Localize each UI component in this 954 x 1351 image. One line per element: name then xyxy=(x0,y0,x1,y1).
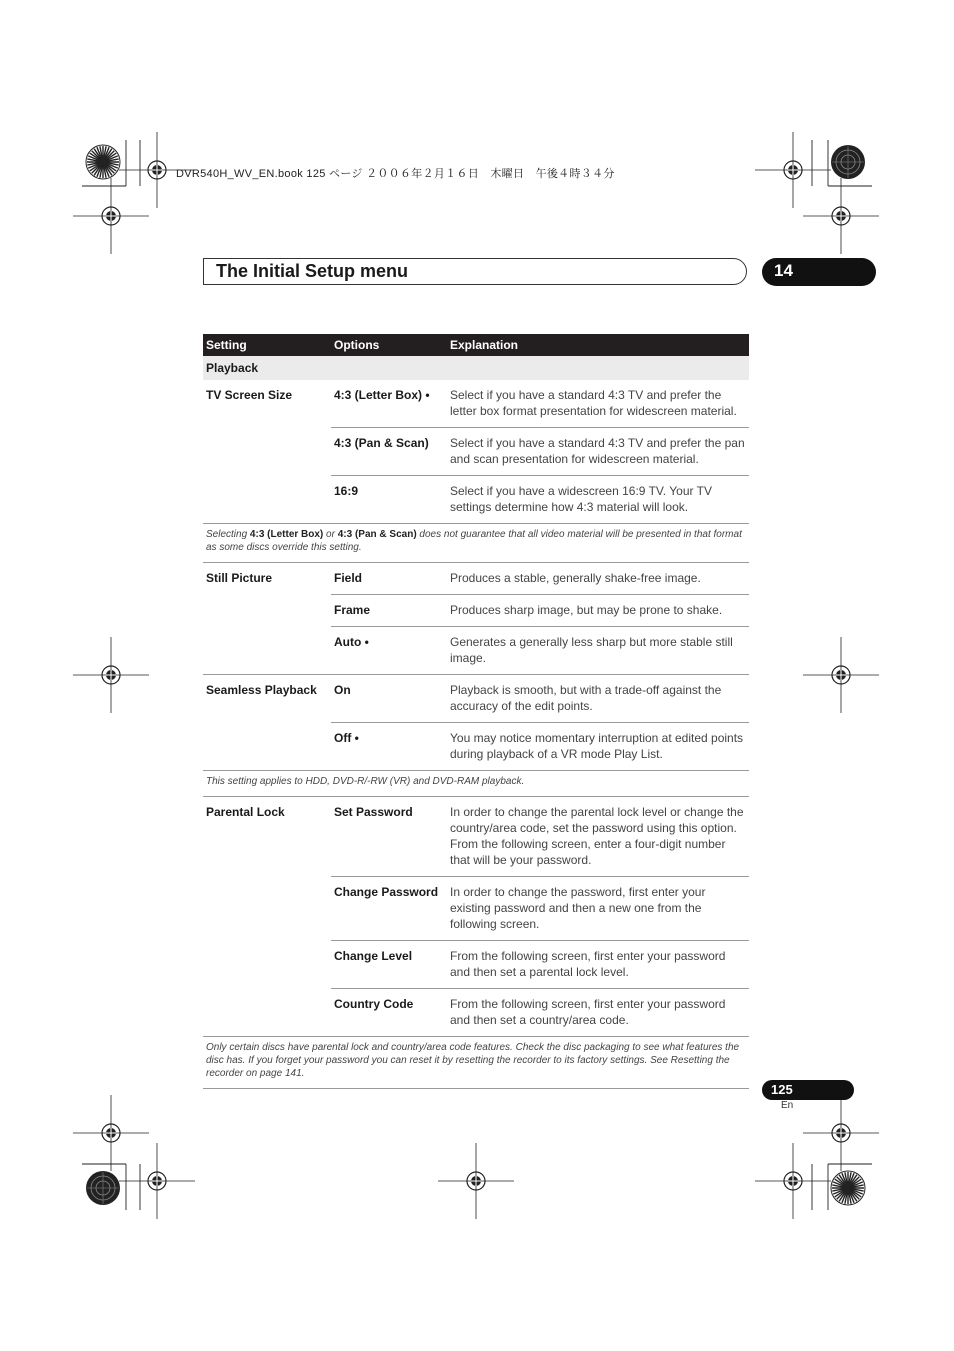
explanation-auto: Generates a generally less sharp but more stable still image. xyxy=(447,627,749,675)
option-field: Field xyxy=(334,571,363,585)
setting-still-picture: Still Picture xyxy=(206,571,273,585)
table-row xyxy=(203,380,749,428)
option-country-code: Country Code xyxy=(331,989,447,1037)
explanation-change-password: In order to change the password, first enter your existing password and then a new one from the following screen. xyxy=(447,877,749,941)
option-change-password: Change Password xyxy=(331,877,447,941)
explanation-letter-box: Select if you have a standard 4:3 TV and prefer the letter box format presentation for widescreen material. xyxy=(450,388,737,418)
option-16-9: 16:9 xyxy=(331,476,447,524)
setting-parental-lock: Parental Lock xyxy=(206,805,285,819)
explanation-on: Playback is smooth, but with a trade-off against the accuracy of the edit points. xyxy=(447,675,749,723)
note-emphasis: 4:3 (Pan & Scan) xyxy=(337,529,417,540)
note-text: or xyxy=(323,529,338,540)
col-options: Options xyxy=(331,334,447,356)
table-header xyxy=(203,334,749,356)
option-letter-box: 4:3 (Letter Box) • xyxy=(334,388,430,402)
option-change-level: Change Level xyxy=(331,941,447,989)
option-frame: Frame xyxy=(331,595,447,627)
note-emphasis: 4:3 (Letter Box) xyxy=(249,529,324,540)
col-explanation: Explanation xyxy=(447,334,749,356)
table-row xyxy=(203,797,749,877)
setting-seamless-playback: Seamless Playback xyxy=(203,675,331,771)
option-pan-scan: 4:3 (Pan & Scan) xyxy=(331,428,447,476)
explanation-field: Produces a stable, generally shake-free image. xyxy=(450,571,701,585)
page-language: En xyxy=(781,1100,794,1111)
page-title: The Initial Setup menu xyxy=(216,261,409,281)
setup-table xyxy=(203,334,749,1089)
option-set-password: Set Password xyxy=(334,805,413,819)
note-text: does not guarantee that all video material will be presented in that format as some discs override this setting. xyxy=(206,529,742,553)
chapter-number: 14 xyxy=(774,261,793,280)
section-row xyxy=(203,356,749,380)
note-row xyxy=(203,771,749,797)
book-info-line: DVR540H_WV_EN.book 125 ページ ２００６年２月１６日 木曜日 午後４時３４分 xyxy=(176,168,615,180)
explanation-16-9: Select if you have a widescreen 16:9 TV. Your TV settings determine how 4:3 material will look. xyxy=(447,476,749,524)
note-parental-lock: Only certain discs have parental lock and country/area code features. Check the disc packaging to see what features the disc has. If you forget your password you can reset it by resetting the recorder to its factory settings. See Resetting the recorder on page 141. xyxy=(203,1037,749,1089)
note-row xyxy=(203,1037,749,1089)
option-auto: Auto • xyxy=(331,627,447,675)
col-setting: Setting xyxy=(203,334,331,356)
note-seamless-playback: This setting applies to HDD, DVD-R/-RW (VR) and DVD-RAM playback. xyxy=(203,771,749,797)
explanation-off: You may notice momentary interruption at edited points during playback of a VR mode Play List. xyxy=(447,723,749,771)
note-row xyxy=(203,524,749,563)
explanation-country-code: From the following screen, first enter your password and then set a country/area code. xyxy=(447,989,749,1037)
explanation-pan-scan: Select if you have a standard 4:3 TV and prefer the pan and scan presentation for widescreen material. xyxy=(447,428,749,476)
option-off: Off • xyxy=(331,723,447,771)
option-on: On xyxy=(331,675,447,723)
explanation-set-password: In order to change the parental lock level or change the country/area code, set the password using this option. From the following screen, enter a four-digit number that will be your password. xyxy=(450,805,744,867)
explanation-frame: Produces sharp image, but may be prone to shake. xyxy=(447,595,749,627)
note-text: Selecting xyxy=(206,529,250,540)
setting-tv-screen-size: TV Screen Size xyxy=(206,388,293,402)
page-number: 125 xyxy=(771,1082,793,1097)
table-row xyxy=(203,675,749,723)
explanation-change-level: From the following screen, first enter your password and then set a parental lock level. xyxy=(447,941,749,989)
section-playback: Playback xyxy=(203,356,749,380)
note-tv-screen-size xyxy=(203,524,749,563)
table-row xyxy=(203,563,749,595)
